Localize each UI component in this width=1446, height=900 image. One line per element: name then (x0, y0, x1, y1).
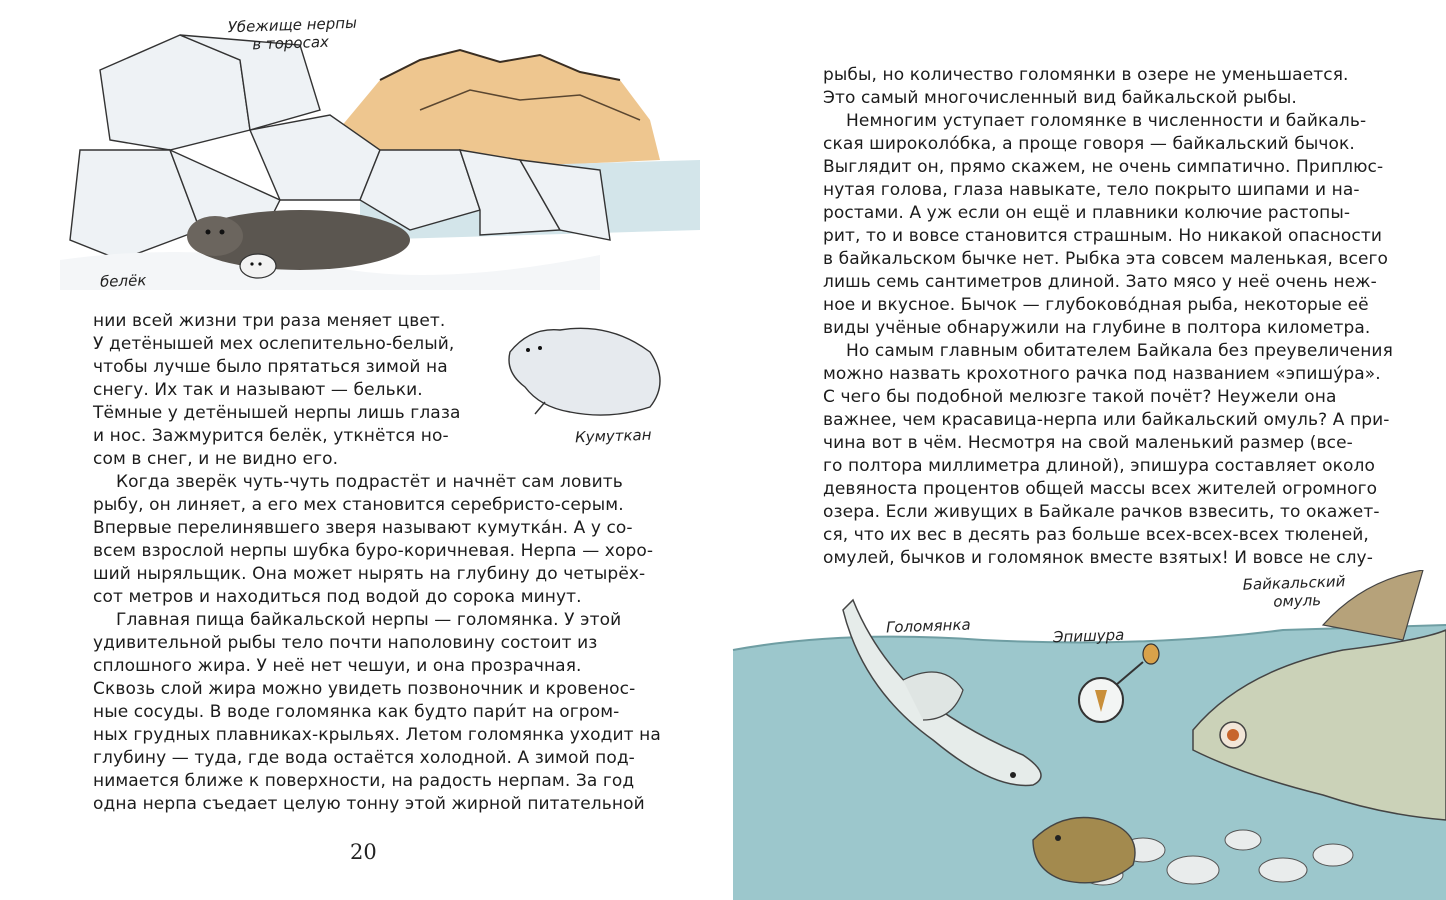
left-line-13: сот метров и находиться под водой до сорока минут. (93, 587, 582, 607)
right-line-17: чина вот в чём. Несмотря на свой маленький размер (все- (823, 433, 1353, 453)
left-line-22: одна нерпа съедает целую тонну этой жирной питательной (93, 794, 645, 814)
right-line-2: Это самый многочисленный вид байкальской рыбы. (823, 88, 1297, 108)
right-line-16: важнее, чем красавица-нерпа или байкальский омуль? А при- (823, 410, 1390, 430)
right-line-12: виды учёные обнаружили на глубине в полтора километра. (823, 318, 1371, 338)
underwater-illustration (723, 570, 1446, 900)
left-line-21: нимается ближе к поверхности, на радость нерпам. За год (93, 771, 635, 791)
right-line-5: Выглядит он, прямо скажем, не очень симпатично. Приплюс- (823, 157, 1384, 177)
right-line-7: ростами. А уж если он ещё и плавники колючие растопы- (823, 203, 1351, 223)
page-number: 20 (350, 840, 377, 864)
right-line-10: лишь семь сантиметров длиной. Зато мясо у неё очень неж- (823, 272, 1377, 292)
left-line-12: ший ныряльщик. Она может нырять на глубину до четырёх- (93, 564, 646, 584)
left-line-16: сплошного жира. У неё нет чешуи, и она прозрачная. (93, 656, 582, 676)
left-line-3: чтобы лучше было прятаться зимой на (93, 357, 448, 377)
right-page (723, 0, 1446, 900)
right-line-6: нутая голова, глаза навыкате, тело покрыто шипами и на- (823, 180, 1360, 200)
left-line-9: рыбу, он линяет, а его мех становится серебристо-серым. (93, 495, 624, 515)
left-line-17: Сквозь слой жира можно увидеть позвоночник и кровенос- (93, 679, 636, 699)
left-line-20: глубину — туда, где вода остаётся холодной. А зимой под- (93, 748, 635, 768)
right-line-21: ся, что их вес в десять раз больше всех-всех-всех тюленей, (823, 525, 1369, 545)
right-line-9: в байкальском бычке нет. Рыбка эта совсем маленькая, всего (823, 249, 1389, 269)
caption-pup: белёк (99, 271, 147, 291)
left-line-18: ные сосуды. В воде голомянка как будто пари́т на огром- (93, 702, 620, 722)
left-line-15: удивительной рыбы тело почти наполовину состоит из (93, 633, 598, 653)
caption-omul-line1: Байкальский (1242, 572, 1346, 594)
kumutkan-illustration (490, 312, 680, 422)
caption-omul-line2: омуль (1273, 591, 1322, 611)
left-line-7: сом в снег, и не видно его. (93, 449, 339, 469)
caption-omul (1242, 572, 1346, 612)
left-line-8: Когда зверёк чуть-чуть подрастёт и начнёт сам ловить (116, 472, 623, 492)
right-line-8: рит, то и вовсе становится страшным. Но никакой опасности (823, 226, 1383, 246)
left-line-2: У детёнышей мех ослепительно-белый, (93, 334, 455, 354)
caption-kumutkan: Кумуткан (574, 425, 652, 447)
right-line-4: ская широколо́бка, а проще говоря — байкальский бычок. (823, 134, 1355, 154)
right-line-22: омулей, бычков и голомянок вместе взятых! И вовсе не слу- (823, 548, 1373, 568)
right-line-14: можно назвать крохотного рачка под названием «эпишу́ра». (823, 364, 1381, 384)
right-line-11: ное и вкусное. Бычок — глубоково́дная рыба, некоторые её (823, 295, 1369, 315)
right-line-20: озера. Если живущих в Байкале рачков взвесить, то окажет- (823, 502, 1380, 522)
left-line-14: Главная пища байкальской нерпы — голомянка. У этой (116, 610, 622, 630)
caption-refuge-line1: Убежище нерпы (227, 13, 358, 37)
left-line-5: Тёмные у детёнышей нерпы лишь глаза (93, 403, 461, 423)
right-line-18: го полтора миллиметра длиной), эпишура составляет около (823, 456, 1376, 476)
left-line-11: всем взрослой нерпы шубка буро-коричневая. Нерпа — хоро- (93, 541, 654, 561)
left-line-1: нии всей жизни три раза меняет цвет. (93, 311, 446, 331)
caption-epishura: Эпишура (1052, 625, 1125, 647)
left-line-4: снегу. Их так и называют — бельки. (93, 380, 423, 400)
caption-refuge-line2: в торосах (252, 32, 330, 54)
right-line-1: рыбы, но количество голомянки в озере не уменьшается. (823, 65, 1349, 85)
left-line-10: Впервые перелинявшего зверя называют кумутка́н. А у со- (93, 518, 633, 538)
seal-refuge-illustration (0, 0, 723, 300)
right-line-13: Но самым главным обитателем Байкала без преувеличения (846, 341, 1393, 361)
caption-golomyanka: Голомянка (885, 615, 971, 637)
left-line-19: ных грудных плавниках-крыльях. Летом голомянка уходит на (93, 725, 661, 745)
right-line-15: С чего бы подобной мелюзге такой почёт? Неужели она (823, 387, 1337, 407)
right-line-3: Немногим уступает голомянке в численности и байкаль- (846, 111, 1367, 131)
caption-refuge (227, 14, 357, 54)
left-line-6: и нос. Зажмурится белёк, уткнётся но- (93, 426, 449, 446)
right-line-19: девяноста процентов общей массы всех жителей огромного (823, 479, 1378, 499)
